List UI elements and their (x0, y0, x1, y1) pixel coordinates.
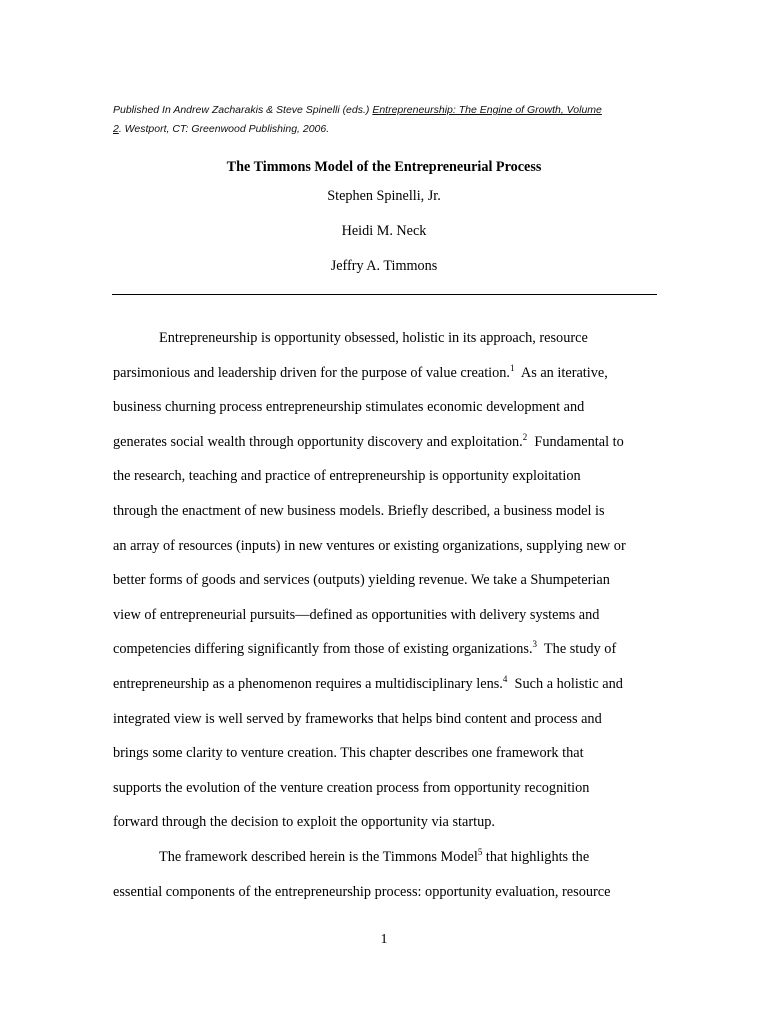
body-line-text: view of entrepreneurial pursuits—defined as opportunities with delivery systems and (113, 606, 600, 623)
body-line-text: The framework described herein is the Timmons Model (159, 848, 478, 865)
body-line (113, 501, 661, 536)
author-3: Jeffry A. Timmons (330, 258, 438, 274)
body-line-text: generates social wealth through opportunity discovery and exploitation. (113, 433, 523, 450)
body-line (113, 605, 661, 640)
body-line (113, 639, 661, 674)
body-line-text: integrated view is well served by frameworks that helps bind content and process and (113, 710, 602, 727)
citation-note (113, 101, 658, 139)
body-line-text: better forms of goods and services (outputs) yielding revenue. We take a Shumpeterian (113, 572, 610, 589)
author-2: Heidi M. Neck (341, 223, 427, 239)
body-line-text: Entrepreneurship is opportunity obsessed, holistic in its approach, resource (159, 330, 588, 346)
body-line-text-continued: The study of (537, 641, 617, 658)
body-line-text-continued: Fundamental to (527, 433, 624, 450)
body-line (113, 363, 661, 398)
body-line (113, 397, 661, 432)
citation-suffix: . Westport, CT: Greenwood Publishing, 2006. (118, 123, 330, 135)
author-1: Stephen Spinelli, Jr. (327, 188, 441, 204)
footnote-marker: 3 (532, 639, 538, 650)
body-line (113, 778, 661, 813)
body-line-text: an array of resources (inputs) in new ventures or existing organizations, supplying new or (113, 537, 626, 554)
citation-book-title: Entrepreneurship: The Engine of Growth, Volume (372, 104, 602, 116)
body-line (113, 328, 661, 363)
footnote-marker: 4 (502, 673, 508, 684)
body-line-text-continued: As an iterative, (514, 364, 608, 381)
body-line-text: essential components of the entrepreneurship process: opportunity evaluation, resource (113, 883, 611, 900)
body-line-text-continued: that highlights the (482, 848, 590, 865)
body-line (113, 743, 661, 778)
paper-title: The Timmons Model of the Entrepreneurial Process (226, 159, 542, 175)
body-line-text: competencies differing significantly from those of existing organizations. (113, 641, 533, 658)
body-text (113, 328, 661, 916)
horizontal-rule (112, 294, 657, 295)
body-line (113, 466, 661, 501)
body-line (113, 847, 661, 882)
citation-volume-number: 2 (113, 123, 119, 135)
body-line (113, 536, 661, 571)
body-line-text: the research, teaching and practice of entrepreneurship is opportunity exploitation (113, 468, 581, 485)
body-line-text: supports the evolution of the venture creation process from opportunity recognition (113, 779, 590, 796)
body-line (113, 812, 661, 847)
footnote-marker: 2 (522, 431, 528, 442)
body-line (113, 674, 661, 709)
body-line-text: parsimonious and leadership driven for the purpose of value creation. (113, 364, 511, 381)
body-line-text: forward through the decision to exploit the opportunity via startup. (113, 814, 495, 831)
body-line (113, 882, 661, 917)
body-line (113, 709, 661, 744)
footnote-marker: 5 (477, 846, 483, 857)
body-line-text: through the enactment of new business models. Briefly described, a business model is (113, 502, 605, 519)
body-line-text: business churning process entrepreneurship stimulates economic development and (113, 399, 585, 416)
body-line (113, 432, 661, 467)
body-line-text-continued: Such a holistic and (507, 675, 623, 692)
footnote-marker: 1 (510, 362, 515, 373)
citation-prefix: Published In Andrew Zacharakis & Steve Spinelli (eds.) (113, 104, 373, 116)
page-number: 1 (380, 932, 388, 947)
body-line-text: entrepreneurship as a phenomenon requires a multidisciplinary lens. (113, 675, 503, 692)
body-line (113, 570, 661, 605)
body-line-text: brings some clarity to venture creation. This chapter describes one framework that (113, 745, 584, 762)
